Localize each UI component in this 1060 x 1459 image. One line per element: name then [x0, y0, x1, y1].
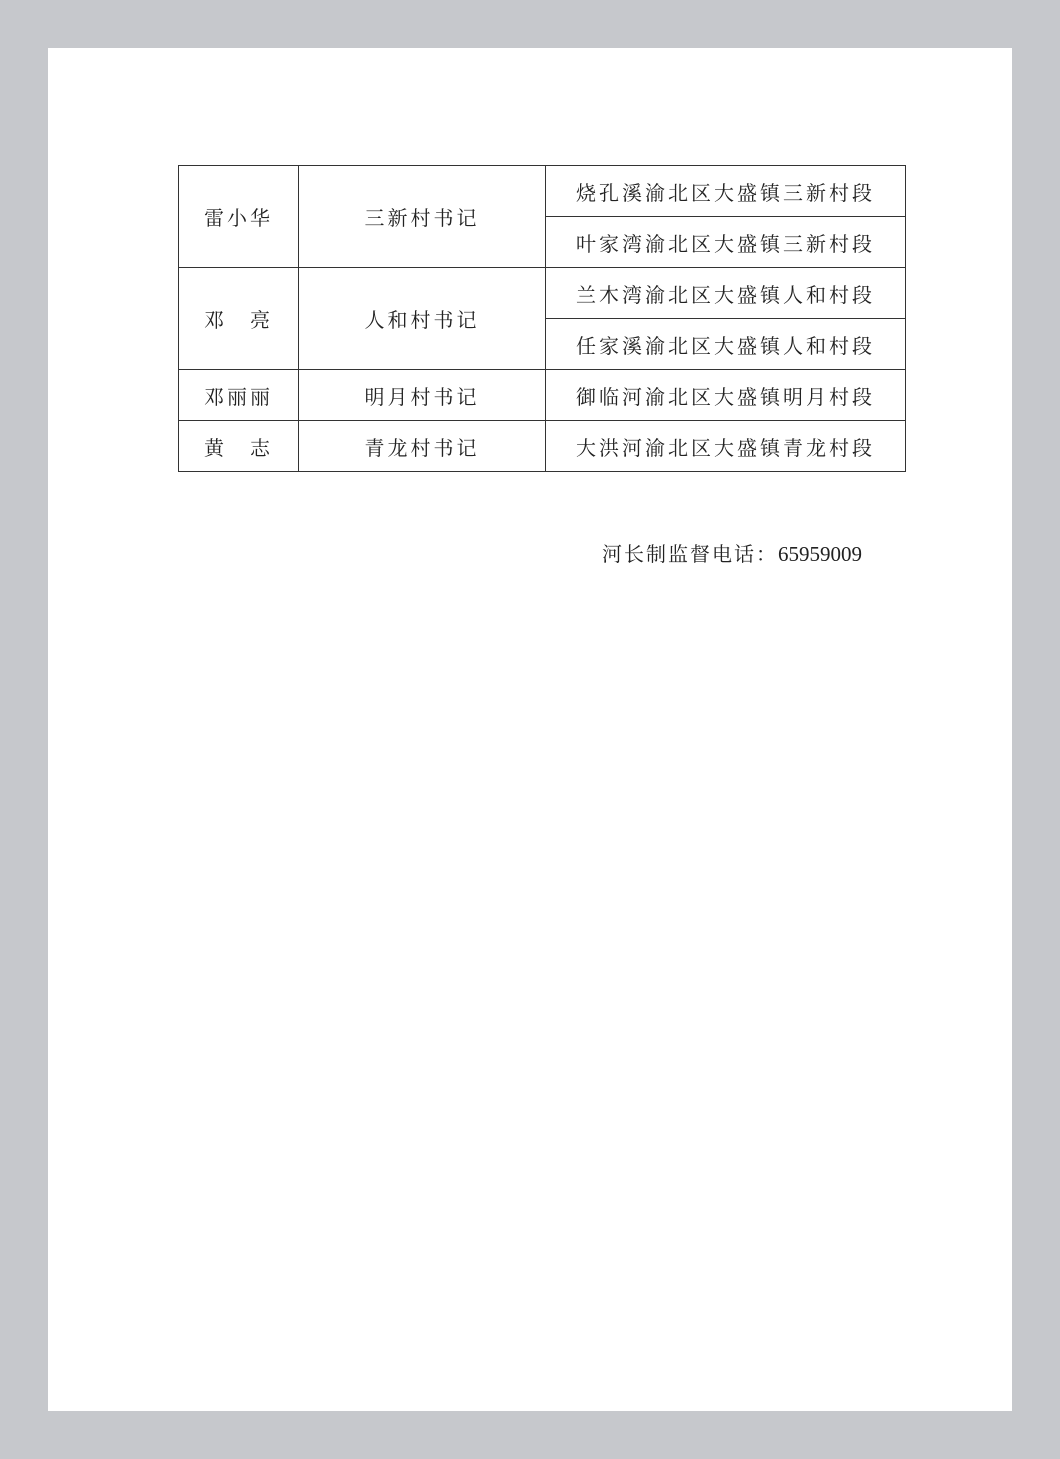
table-row [179, 370, 906, 421]
person-name: 邓 亮 [179, 268, 299, 370]
river-segment: 御临河渝北区大盛镇明月村段 [546, 370, 906, 421]
person-name: 黄 志 [179, 421, 299, 472]
river-segment: 叶家湾渝北区大盛镇三新村段 [546, 217, 906, 268]
supervision-phone [602, 538, 862, 567]
person-title: 明月村书记 [299, 370, 546, 421]
person-name: 雷小华 [179, 166, 299, 268]
document-page [48, 48, 1012, 1411]
table-row [179, 268, 906, 319]
river-segment: 烧孔溪渝北区大盛镇三新村段 [546, 166, 906, 217]
river-chief-table [178, 165, 906, 472]
phone-number: 65959009 [778, 542, 862, 566]
river-segment: 任家溪渝北区大盛镇人和村段 [546, 319, 906, 370]
table-row [179, 166, 906, 217]
phone-label: 河长制监督电话： [602, 542, 778, 566]
person-title: 三新村书记 [299, 166, 546, 268]
person-title: 青龙村书记 [299, 421, 546, 472]
river-segment: 大洪河渝北区大盛镇青龙村段 [546, 421, 906, 472]
table-row [179, 421, 906, 472]
person-title: 人和村书记 [299, 268, 546, 370]
river-segment: 兰木湾渝北区大盛镇人和村段 [546, 268, 906, 319]
person-name: 邓丽丽 [179, 370, 299, 421]
